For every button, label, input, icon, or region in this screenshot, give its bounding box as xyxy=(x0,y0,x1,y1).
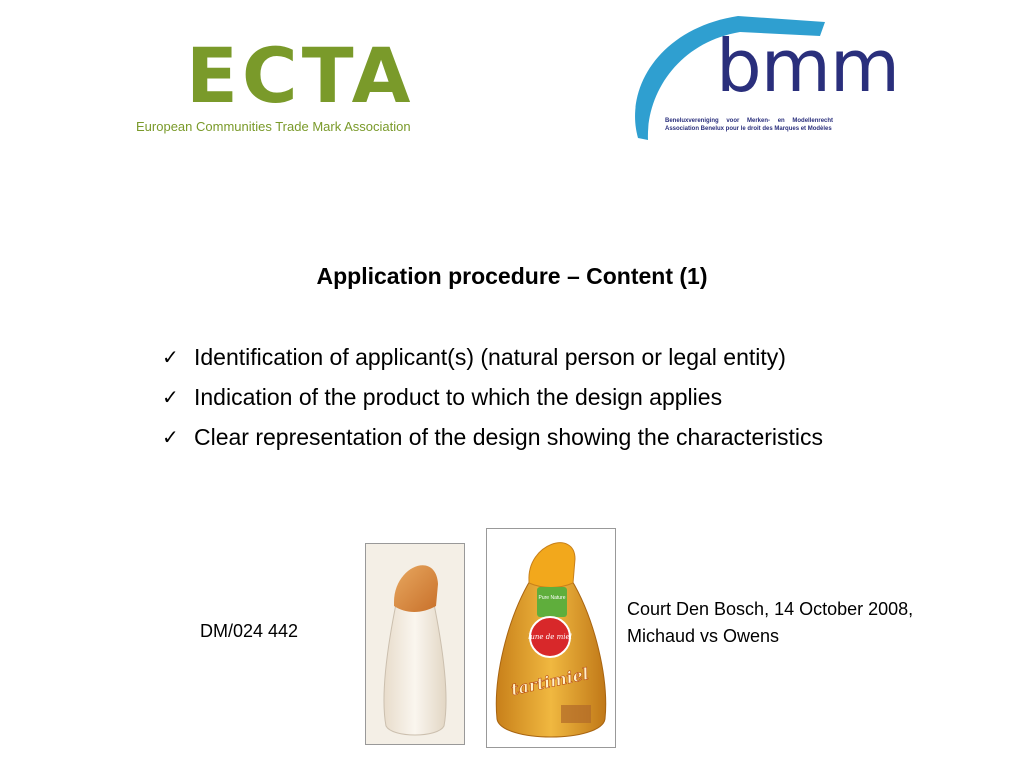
bmm-logo-tagline-dutch: Beneluxvereniging voor Merken- en Modellenrecht xyxy=(665,118,834,124)
list-item-text: Identification of applicant(s) (natural person or legal entity) xyxy=(194,344,786,370)
bmm-logo-wordmark: bmm xyxy=(716,24,899,108)
product-image xyxy=(486,528,616,748)
bmm-logo-tagline-french: Association Benelux pour le droit des Marques et Modèles xyxy=(665,126,832,132)
list-item-text: Indication of the product to which the design applies xyxy=(194,384,723,410)
honey-label-top: Pure Nature xyxy=(538,595,566,601)
list-item xyxy=(162,380,842,414)
honey-label-brand: lune de miel xyxy=(528,633,572,641)
bottle-illustration xyxy=(366,544,464,744)
list-item xyxy=(162,420,842,454)
ecta-logo-wordmark: ECTA xyxy=(186,31,415,120)
ecta-logo-subtitle: European Communities Trade Mark Association xyxy=(136,119,411,134)
case-reference-line-1: Court Den Bosch, 14 October 2008, xyxy=(627,599,914,619)
honey-bottle-illustration xyxy=(487,529,615,747)
case-reference xyxy=(627,596,1007,650)
requirements-list xyxy=(162,340,842,460)
honey-label-product: tartimiel xyxy=(509,664,591,700)
design-registration-number: DM/024 442 xyxy=(200,621,299,641)
checkmark-icon: ✓ xyxy=(162,345,179,369)
case-reference-line-2: Michaud vs Owens xyxy=(627,626,780,646)
slide-title: Application procedure – Content (1) xyxy=(316,263,708,289)
registered-design-image xyxy=(365,543,465,745)
checkmark-icon: ✓ xyxy=(162,385,179,409)
list-item xyxy=(162,340,842,374)
checkmark-icon: ✓ xyxy=(162,425,179,449)
list-item-text: Clear representation of the design showing the characteristics xyxy=(194,424,824,450)
